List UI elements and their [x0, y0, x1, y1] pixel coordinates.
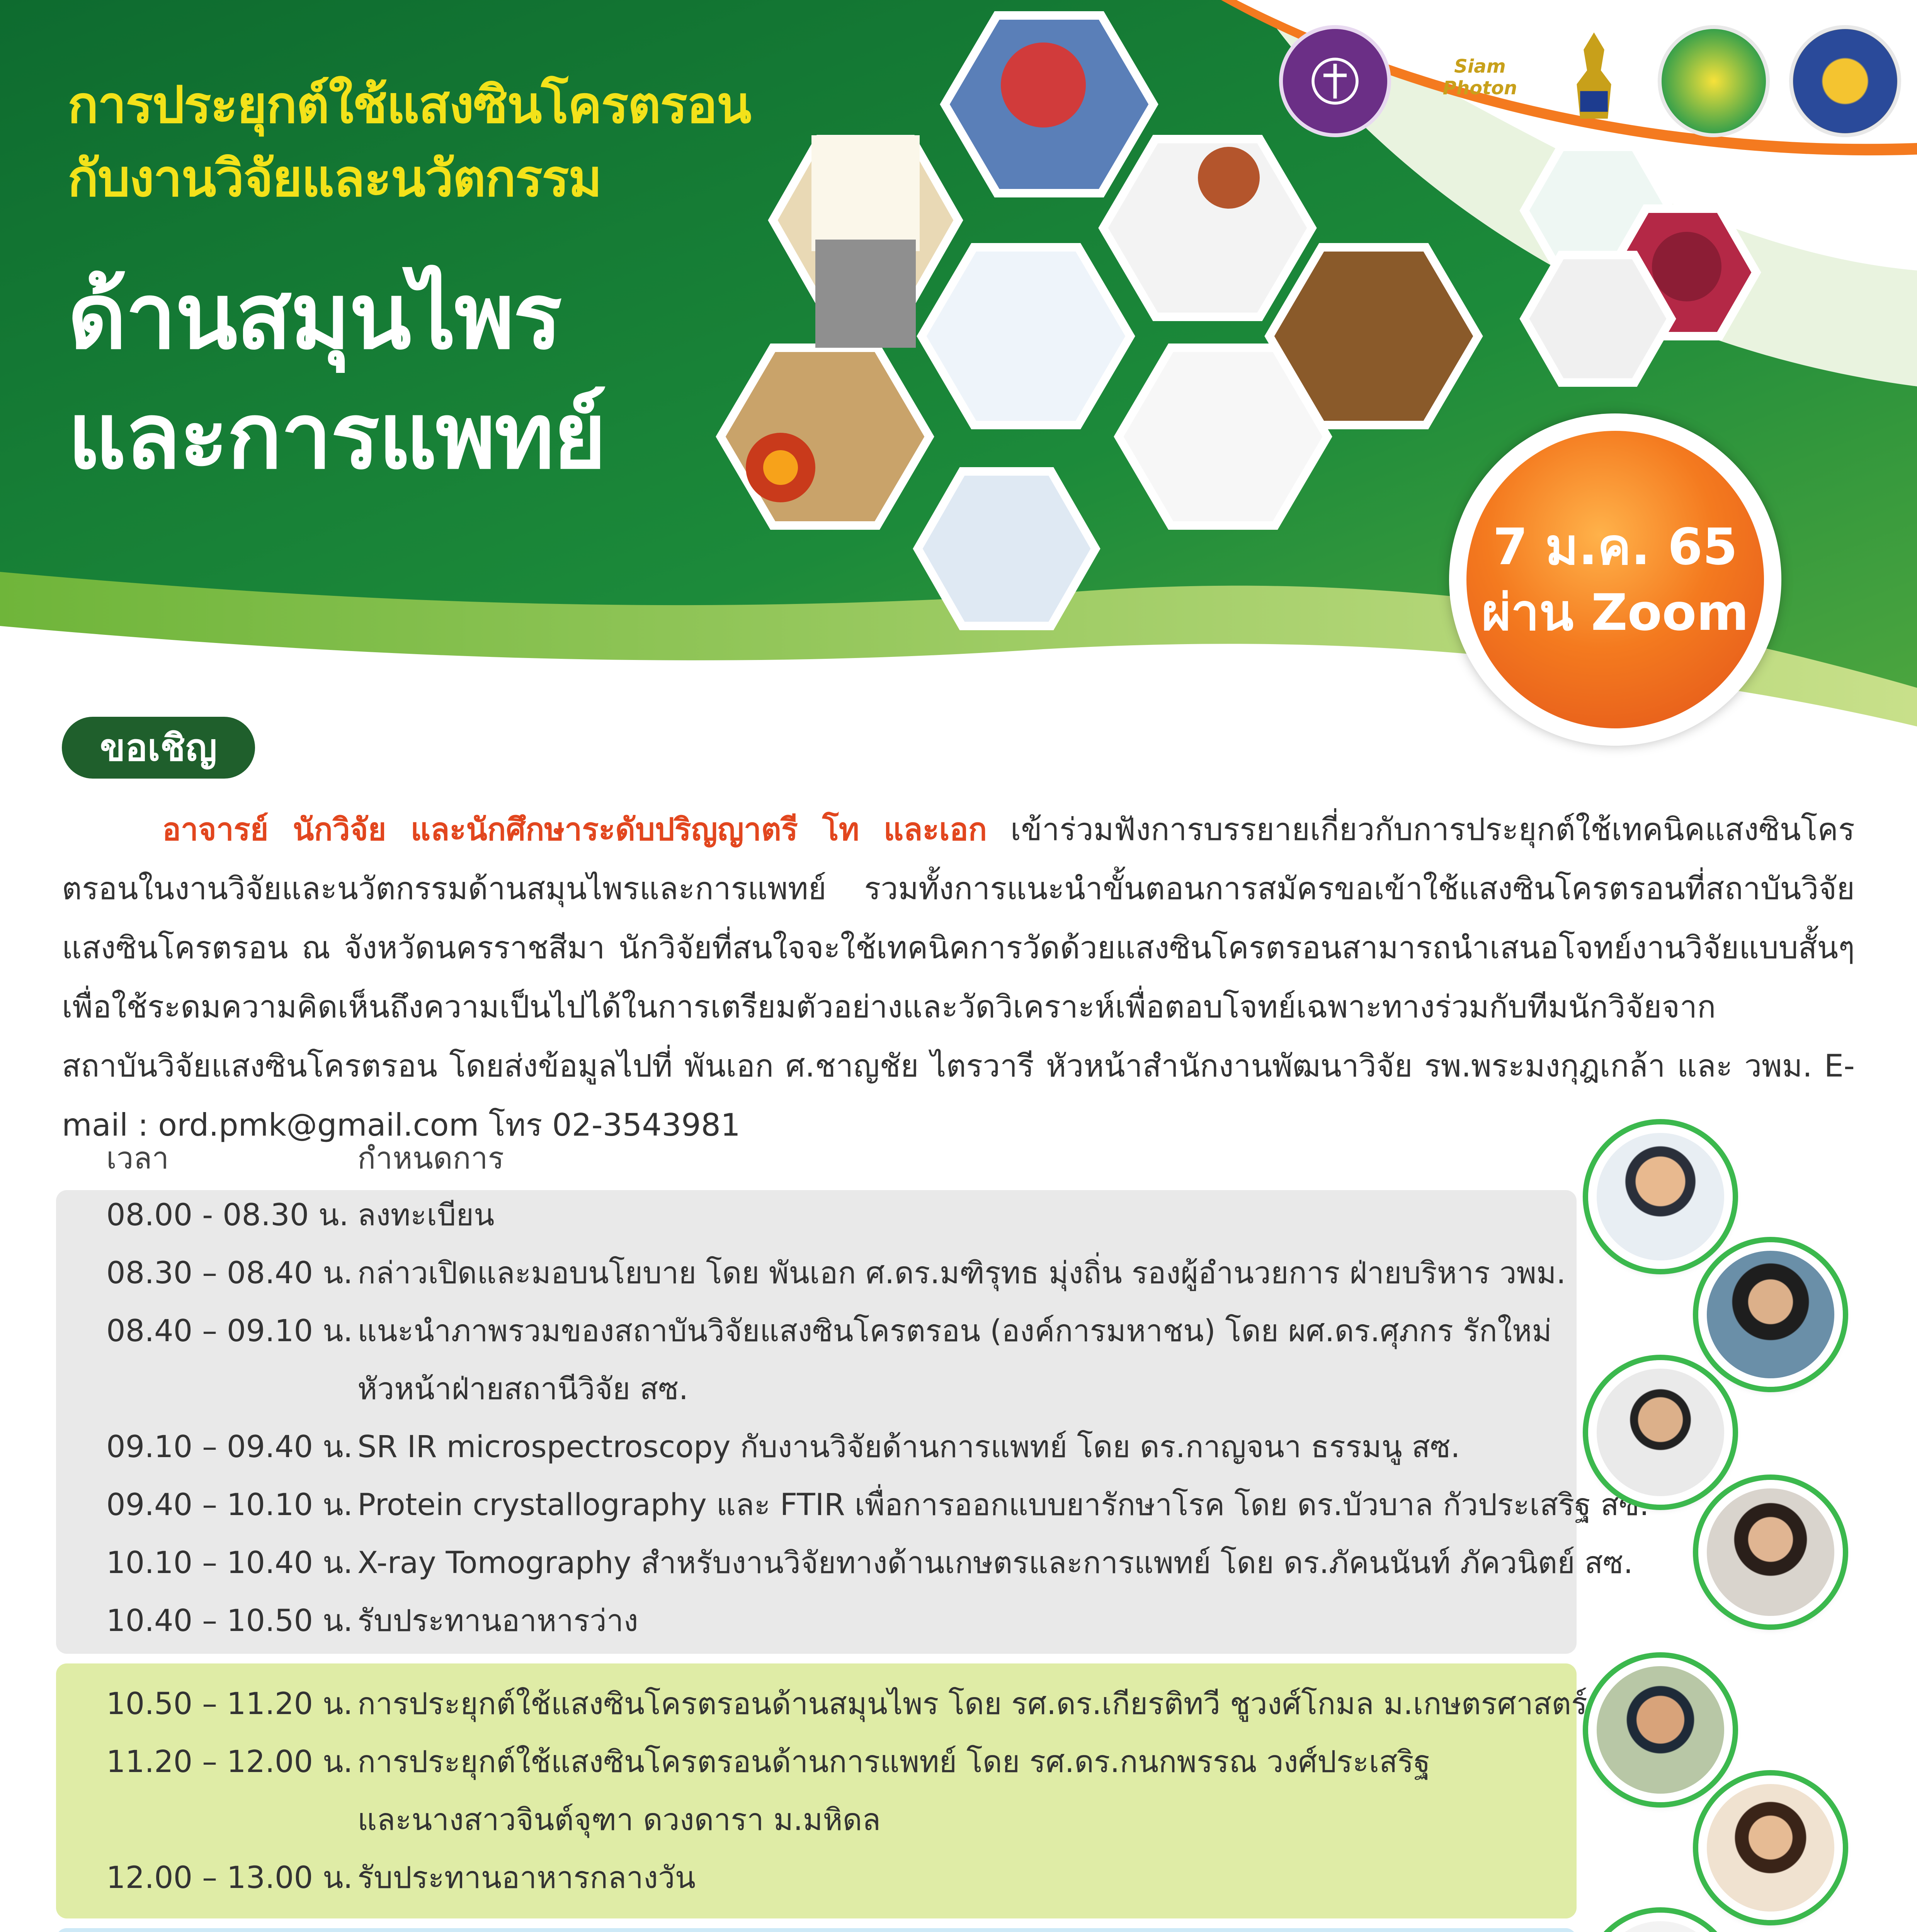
- speaker-photo: [1588, 1913, 1733, 1932]
- invite-label: ขอเชิญ: [62, 717, 255, 779]
- schedule-agenda: การประยุกต์ใช้แสงซินโครตรอนด้านการแพทย์ โดย รศ.ดร.กนกพรรณ วงศ์ประเสริฐ: [357, 1745, 1431, 1779]
- speaker-photo: [1698, 1776, 1843, 1920]
- schedule-time: 10.10 – 10.40 น.: [106, 1546, 353, 1580]
- schedule-agenda: ลงทะเบียน: [357, 1198, 495, 1233]
- schedule-time: 09.40 – 10.10 น.: [106, 1488, 353, 1522]
- speaker-photo: [1588, 1658, 1733, 1802]
- date-badge: [1449, 413, 1781, 746]
- army-crest-logo: [1550, 25, 1638, 129]
- title-line-1: การประยุกต์ใช้แสงซินโครตรอน: [68, 75, 751, 135]
- event-platform: ผ่าน Zoom: [1482, 583, 1749, 642]
- title-line-4: และการแพทย์: [68, 384, 606, 489]
- slri-logo: [1279, 25, 1391, 137]
- schedule-agenda: การประยุกต์ใช้แสงซินโครตรอนด้านสมุนไพร โดย รศ.ดร.เกียรติทวี ชูวงศ์โกมล ม.เกษตรศาสตร์: [357, 1687, 1587, 1721]
- title-line-2: กับงานวิจัยและนวัตกรรม: [68, 149, 602, 208]
- college-logo: [1658, 25, 1770, 137]
- speaker-photo: [1698, 1480, 1843, 1624]
- schedule-agenda: Protein crystallography และ FTIR เพื่อการออกแบบยารักษาโรค โดย ดร.บัวบาล กัวประเสริฐ สซ.: [357, 1488, 1649, 1522]
- schedule-time: 12.00 – 13.00 น.: [106, 1861, 353, 1895]
- schedule-agenda: แนะนำภาพรวมของสถาบันวิจัยแสงซินโครตรอน (องค์การมหาชน) โดย ผศ.ดร.ศุภกร รักใหม่: [357, 1314, 1552, 1349]
- schedule-time: 10.40 – 10.50 น.: [106, 1604, 353, 1638]
- schedule-agenda: และนางสาวจินต์จุฑา ดวงดารา ม.มหิดล: [357, 1803, 881, 1837]
- schedule-time: 11.20 – 12.00 น.: [106, 1745, 353, 1779]
- schedule-agenda: กล่าวเปิดและมอบนโยบาย โดย พันเอก ศ.ดร.มฑิรุทธ มุ่งถิ่น รองผู้อำนวยการ ฝ่ายบริหาร วพม.: [357, 1256, 1566, 1291]
- event-date: 7 ม.ค. 65: [1493, 517, 1738, 576]
- speaker-photo: [1588, 1360, 1733, 1505]
- schedule-agenda: หัวหน้าฝ่ายสถานีวิจัย สซ.: [357, 1372, 689, 1406]
- schedule-time: 09.10 – 09.40 น.: [106, 1430, 353, 1464]
- schedule-agenda: รับประทานอาหารว่าง: [357, 1604, 638, 1638]
- partner-logos: [1271, 8, 1917, 143]
- speaker-photo: [1588, 1124, 1733, 1269]
- schedule-time: 08.40 – 09.10 น.: [106, 1314, 353, 1349]
- title-line-3: ด้านสมุนไพร: [68, 264, 561, 369]
- schedule-agenda: SR IR microspectroscopy กับงานวิจัยด้านการแพทย์ โดย ดร.กาญจนา ธรรมนู สซ.: [357, 1430, 1460, 1464]
- schedule-band-afternoon: [56, 1928, 1577, 1932]
- siam-photon-logo: Siam Photon: [1442, 56, 1517, 99]
- schedule-time: 08.30 – 08.40 น.: [106, 1256, 353, 1291]
- invite-text: เข้าร่วมฟังการบรรยายเกี่ยวกับการประยุกต์ใช้เทคนิคแสงซินโครตรอนในงานวิจัยและนวัตกรรมด้านสมุนไพรและการแพทย์ รวมทั้งการแนะนำขั้นตอนการสมัครขอเข้าใช้แสงซินโครตรอนที่สถาบันวิจัยแสงซินโครตรอน ณ จังหวัดนครราชสีมา นักวิจัยที่สนใจจะใช้เทคนิคการวัดด้วยแสงซินโครตรอนสามารถนำเสนอโจทย์งานวิจัยแบบสั้นๆ เพื่อใช้ระดมความคิดเห็นถึงความเป็นไปได้ในการเตรียมตัวอย่างและวัดวิเคราะห์เพื่อตอบโจทย์เฉพาะทางร่วมกับทีมนักวิจัยจากสถาบันวิจัยแสงซินโครตรอน โดยส่งข้อมูลไปที่ พันเอก ศ.ชาญชัย ไตรวารี หัวหน้าสำนักงานพัฒนาวิจัย รพ.พระมงกุฎเกล้า และ วพม. E-mail : ord.pmk@gmail.com โทร 02-3543981: [62, 811, 1855, 1143]
- hospital-logo: [1789, 25, 1901, 137]
- schedule-time: 10.50 – 11.20 น.: [106, 1687, 353, 1721]
- schedule-time: 08.00 - 08.30 น.: [106, 1198, 349, 1233]
- speaker-photo: [1698, 1242, 1843, 1387]
- schedule-agenda: รับประทานอาหารกลางวัน: [357, 1861, 696, 1895]
- invite-audience: อาจารย์ นักวิจัย และนักศึกษาระดับปริญญาตรี โท และเอก: [162, 811, 987, 847]
- schedule-agenda-header: กำหนดการ: [357, 1141, 504, 1176]
- invite-paragraph: [62, 800, 1855, 1155]
- schedule-agenda: X-ray Tomography สำหรับงานวิจัยทางด้านเกษตรและการแพทย์ โดย ดร.ภัคนนันท์ ภัควนิตย์ สซ.: [357, 1546, 1633, 1580]
- schedule-time-header: เวลา: [106, 1141, 169, 1176]
